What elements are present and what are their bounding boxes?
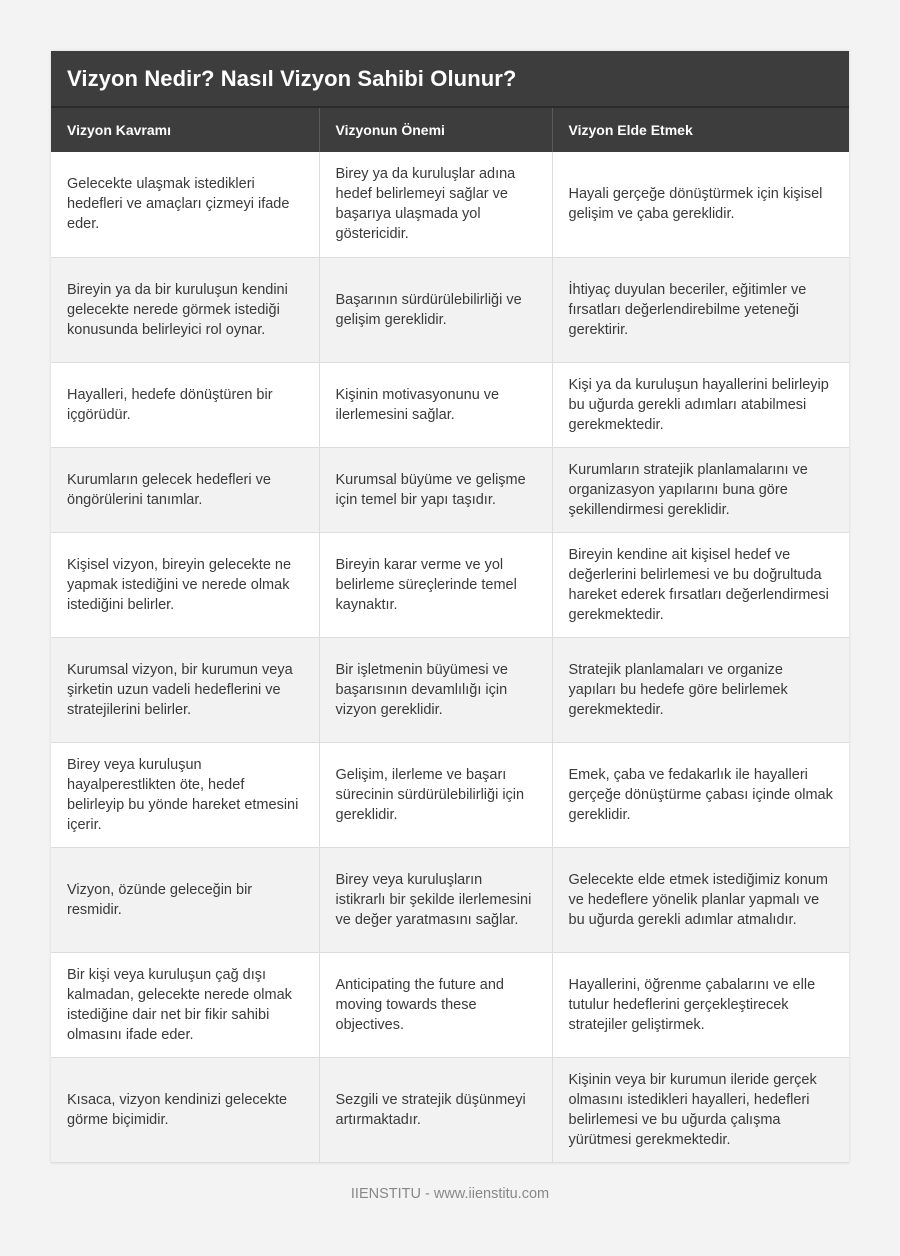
table-cell: Birey ya da kuruluşlar adına hedef belirlemeyi sağlar ve başarıya ulaşmada yol göstericidir. bbox=[319, 152, 552, 257]
table-cell: Kurumsal büyüme ve gelişme için temel bir yapı taşıdır. bbox=[319, 447, 552, 532]
table-cell: Kişinin veya bir kurumun ileride gerçek olmasını istedikleri hayalleri, hedefleri belirlemesi ve bu uğurda çalışma yürütmesi gerekmektedir. bbox=[552, 1057, 849, 1162]
table-cell: Hayali gerçeğe dönüştürmek için kişisel gelişim ve çaba gereklidir. bbox=[552, 152, 849, 257]
table-header-row bbox=[51, 108, 849, 152]
table-cell: Gelecekte ulaşmak istedikleri hedefleri ve amaçları çizmeyi ifade eder. bbox=[51, 152, 319, 257]
table-row bbox=[51, 532, 849, 637]
table-cell: Bireyin ya da bir kuruluşun kendini gelecekte nerede görmek istediği konusunda belirleyici rol oynar. bbox=[51, 257, 319, 362]
table-row bbox=[51, 1057, 849, 1162]
table-row bbox=[51, 847, 849, 952]
table-cell: İhtiyaç duyulan beceriler, eğitimler ve fırsatları değerlendirebilme yeteneği gerektirir. bbox=[552, 257, 849, 362]
table-cell: Kısaca, vizyon kendinizi gelecekte görme biçimidir. bbox=[51, 1057, 319, 1162]
table-cell: Sezgili ve stratejik düşünmeyi artırmaktadır. bbox=[319, 1057, 552, 1162]
page-title: Vizyon Nedir? Nasıl Vizyon Sahibi Olunur? bbox=[67, 65, 517, 91]
table-row bbox=[51, 637, 849, 742]
vision-table bbox=[51, 108, 849, 1163]
table-cell: Kurumsal vizyon, bir kurumun veya şirketin uzun vadeli hedeflerini ve stratejilerini belirler. bbox=[51, 637, 319, 742]
table-row bbox=[51, 447, 849, 532]
column-header-concept: Vizyon Kavramı bbox=[51, 108, 319, 152]
table-cell: Emek, çaba ve fedakarlık ile hayalleri gerçeğe dönüştürme çabası içinde olmak gereklidir. bbox=[552, 742, 849, 847]
content-card bbox=[51, 51, 849, 1163]
title-bar bbox=[51, 51, 849, 108]
table-cell: Başarının sürdürülebilirliği ve gelişim gereklidir. bbox=[319, 257, 552, 362]
table-cell: Gelişim, ilerleme ve başarı sürecinin sürdürülebilirliği için gereklidir. bbox=[319, 742, 552, 847]
table-row bbox=[51, 257, 849, 362]
table-cell: Birey veya kuruluşun hayalperestlikten öte, hedef belirleyip bu yönde hareket etmesini içerir. bbox=[51, 742, 319, 847]
table-cell: Birey veya kuruluşların istikrarlı bir şekilde ilerlemesini ve değer yaratmasını sağlar. bbox=[319, 847, 552, 952]
table-cell: Hayalleri, hedefe dönüştüren bir içgörüdür. bbox=[51, 362, 319, 447]
table-cell: Bir işletmenin büyümesi ve başarısının devamlılığı için vizyon gereklidir. bbox=[319, 637, 552, 742]
table-cell: Hayallerini, öğrenme çabalarını ve elle tutulur hedeflerini gerçekleştirecek stratejiler geliştirmek. bbox=[552, 952, 849, 1057]
table-cell: Kişisel vizyon, bireyin gelecekte ne yapmak istediğini ve nerede olmak istediğini belirler. bbox=[51, 532, 319, 637]
table-row bbox=[51, 952, 849, 1057]
table-cell: Vizyon, özünde geleceğin bir resmidir. bbox=[51, 847, 319, 952]
column-header-achieving: Vizyon Elde Etmek bbox=[552, 108, 849, 152]
column-header-importance: Vizyonun Önemi bbox=[319, 108, 552, 152]
table-cell: Bireyin karar verme ve yol belirleme süreçlerinde temel kaynaktır. bbox=[319, 532, 552, 637]
table-cell: Kişinin motivasyonunu ve ilerlemesini sağlar. bbox=[319, 362, 552, 447]
table-row bbox=[51, 362, 849, 447]
table-cell: Kişi ya da kuruluşun hayallerini belirleyip bu uğurda gerekli adımları atabilmesi gerekmektedir. bbox=[552, 362, 849, 447]
table-cell: Stratejik planlamaları ve organize yapıları bu hedefe göre belirlemek gerekmektedir. bbox=[552, 637, 849, 742]
table-cell: Anticipating the future and moving towards these objectives. bbox=[319, 952, 552, 1057]
table-row bbox=[51, 152, 849, 257]
table-cell: Bireyin kendine ait kişisel hedef ve değerlerini belirlemesi ve bu doğrultuda hareket ederek fırsatları değerlendirmesi gerekmektedir. bbox=[552, 532, 849, 637]
table-row bbox=[51, 742, 849, 847]
table-cell: Gelecekte elde etmek istediğimiz konum ve hedeflere yönelik planlar yapmalı ve bu uğurda gerekli adımlar atmalıdır. bbox=[552, 847, 849, 952]
table-cell: Kurumların gelecek hedefleri ve öngörülerini tanımlar. bbox=[51, 447, 319, 532]
footer-credit: IIENSTITU - www.iienstitu.com bbox=[350, 1186, 550, 1202]
table-cell: Bir kişi veya kuruluşun çağ dışı kalmadan, gelecekte nerede olmak istediğine dair net bir fikir sahibi olmasını ifade eder. bbox=[51, 952, 319, 1057]
table-cell: Kurumların stratejik planlamalarını ve organizasyon yapılarını buna göre şekillendirmesi gereklidir. bbox=[552, 447, 849, 532]
